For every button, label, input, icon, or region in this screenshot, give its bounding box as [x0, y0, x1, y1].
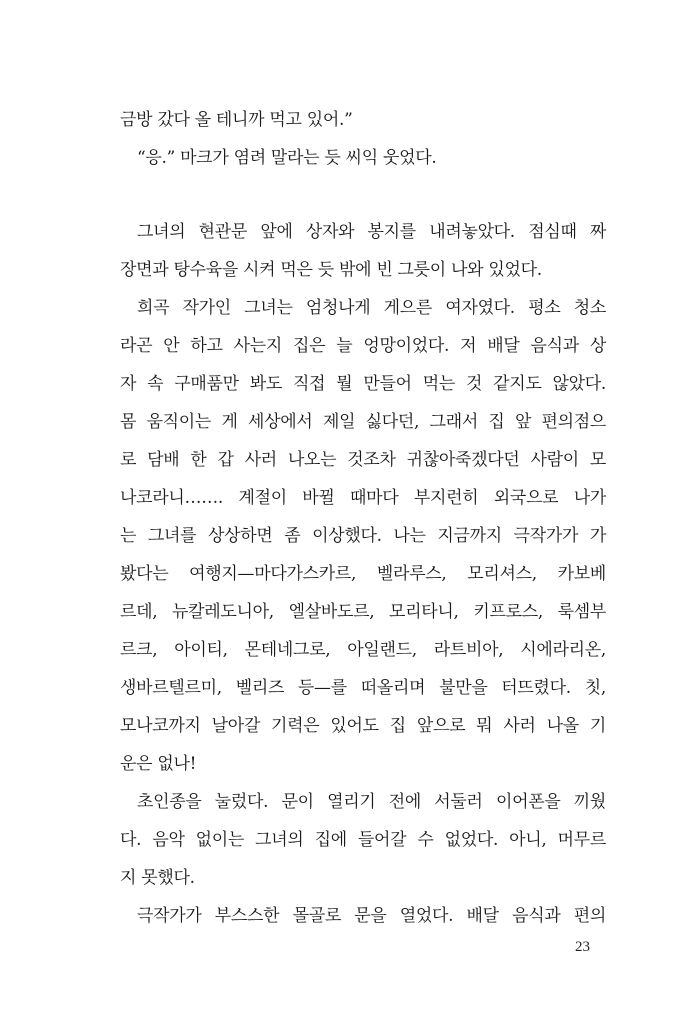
- text-line: 극작가가 부스스한 몰골로 문을 열었다. 배달 음식과 편의: [137, 906, 606, 926]
- text-line: 다. 음악 없이는 그녀의 집에 들어갈 수 없었다. 아니, 머무르: [120, 830, 606, 850]
- text-line: 지 못했다.: [120, 868, 195, 888]
- text-line: 라곤 안 하고 사는지 집은 늘 엉망이었다. 저 배달 음식과 상: [120, 336, 606, 356]
- text-line: 그녀의 현관문 앞에 상자와 봉지를 내려놓았다. 점심때 짜: [137, 222, 606, 242]
- text-line: 봤다는 여행지—마다가스카르, 벨라루스, 모리셔스, 카보베: [120, 564, 606, 584]
- text-line: 금방 갔다 올 테니까 먹고 있어.”: [120, 110, 353, 130]
- text-line: 로 담배 한 갑 사러 나오는 것조차 귀찮아죽겠다던 사람이 모: [120, 450, 606, 470]
- page-number: 23: [575, 939, 590, 955]
- text-line: 초인종을 눌렀다. 문이 열리기 전에 서둘러 이어폰을 끼웠: [137, 792, 606, 812]
- text-line: 르데, 뉴칼레도니아, 엘살바도르, 모리타니, 키프로스, 룩셈부: [120, 602, 606, 622]
- text-line: 는 그녀를 상상하면 좀 이상했다. 나는 지금까지 극작가가 가: [120, 526, 606, 546]
- text-line: 모나코까지 날아갈 기력은 있어도 집 앞으로 뭐 사러 나올 기: [120, 716, 606, 736]
- text-line: 생바르텔르미, 벨리즈 등—를 떠올리며 불만을 터뜨렸다. 칫,: [120, 678, 606, 698]
- text-line: 자 속 구매품만 봐도 직접 뭘 만들어 먹는 것 같지도 않았다.: [120, 374, 606, 394]
- text-line: 장면과 탕수육을 시켜 먹은 듯 밖에 빈 그릇이 나와 있었다.: [120, 260, 542, 280]
- text-line: 르크, 아이티, 몬테네그로, 아일랜드, 라트비아, 시에라리온,: [120, 640, 606, 660]
- text-line: 나코라니……. 계절이 바뀔 때마다 부지런히 외국으로 나가: [120, 488, 606, 508]
- text-line: 몸 움직이는 게 세상에서 제일 싫다던, 그래서 집 앞 편의점으: [120, 412, 606, 432]
- text-line: “응.” 마크가 염려 말라는 듯 씨익 웃었다.: [137, 148, 437, 168]
- text-line: 운은 없나!: [120, 754, 197, 774]
- text-line: 희곡 작가인 그녀는 엄청나게 게으른 여자였다. 평소 청소: [137, 298, 606, 318]
